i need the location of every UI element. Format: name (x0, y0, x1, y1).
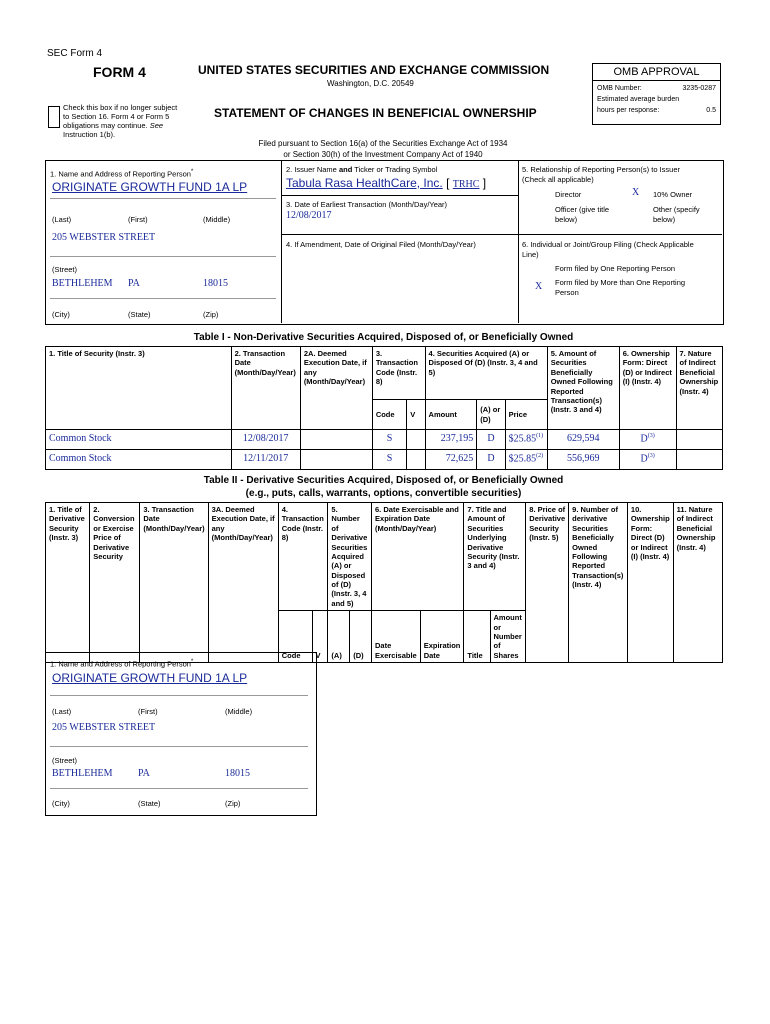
t2-h3a: 3A. Deemed Execution Date, if any (Month/Day/Year) (208, 503, 278, 663)
box3-label: 3. Date of Earliest Transaction (Month/Day/Year) (286, 200, 448, 209)
t2-h4: 4. Transaction Code (Instr. 8) (278, 503, 328, 611)
zip-value: 18015 (203, 278, 228, 289)
t2-h6: 6. Date Exercisable and Expiration Date (Month/Day/Year) (372, 503, 464, 611)
street-value: 205 WEBSTER STREET (52, 232, 156, 243)
bottom-zip-label: (Zip) (225, 799, 241, 808)
omb-number-label: OMB Number: (597, 85, 642, 92)
t2-expiration: Expiration Date (420, 611, 464, 663)
bottom-state-value: PA (138, 768, 150, 779)
checkbox-instructions: Check this box if no longer subject to Section 16. Form 4 or Form 5 obligations may continue. See Instruction 1(b). (63, 103, 178, 139)
table2-title: Table II - Derivative Securities Acquired, Disposed of, or Beneficially Owned (e.g., puts, calls, warrants, options, convertible securities) (203, 475, 564, 499)
state-value: PA (128, 278, 140, 289)
t1-h6: 6. Ownership Form: Direct (D) or Indirect (I) (Instr. 4) (619, 347, 676, 430)
middle-label: (Middle) (203, 215, 231, 224)
t2-v: V (312, 611, 328, 663)
table-row: Common Stock 12/08/2017 S 237,195 D $25.85$^{(1)}$ 629,594 $D^{(3)}$ (46, 430, 723, 450)
box4-label: 4. If Amendment, Date of Original Filed (Month/Day/Year) (286, 240, 476, 249)
box1-label: 1. Name and Address of Reporting Person* (50, 168, 194, 179)
t2-code: Code (278, 611, 312, 663)
t2-exercisable: Date Exercisable (372, 611, 421, 663)
omb-hours-label: hours per response: (597, 107, 660, 114)
bottom-last-label: (Last) (52, 707, 72, 716)
ten-percent-owner-label: 10% Owner (653, 190, 693, 199)
t1-h2: 2. Transaction Date (Month/Day/Year) (231, 347, 300, 430)
first-label: (First) (128, 215, 148, 224)
bottom-state-label: (State) (138, 799, 161, 808)
ten-percent-owner-mark: X (632, 187, 640, 198)
table1 (45, 346, 723, 470)
bottom-reporting-person-link[interactable]: ORIGINATE GROWTH FUND 1A LP (52, 671, 248, 685)
more-than-one-label: Form filed by More than One Reporting Person (555, 278, 686, 297)
issuer-name-link[interactable]: Tabula Rasa HealthCare, Inc. (286, 176, 443, 190)
reporting-person-name-link[interactable]: ORIGINATE GROWTH FUND 1A LP (52, 180, 248, 194)
t2-d: (D) (350, 611, 372, 663)
more-than-one-mark: X (535, 281, 543, 292)
zip-label: (Zip) (203, 310, 219, 319)
one-person-label: Form filed by One Reporting Person (555, 264, 676, 273)
t1-h7: 7. Nature of Indirect Beneficial Ownership (Instr. 4) (676, 347, 723, 430)
omb-approval-box (592, 63, 721, 125)
t1-price: Price (505, 400, 547, 430)
bottom-zip-value: 18015 (225, 768, 250, 779)
bottom-street-value: 205 WEBSTER STREET (52, 722, 156, 733)
filed-pursuant: Filed pursuant to Section 16(a) of the Securities Exchange Act of 1934 or Section 30(h) of the Investment Company Act of 1940 (258, 139, 508, 159)
last-label: (Last) (52, 215, 72, 224)
street-label: (Street) (52, 265, 78, 274)
t2-h9: 9. Number of derivative Securities Beneficially Owned Following Reported Transaction(s) (Instr. 4) (569, 503, 628, 663)
t2-h1: 1. Title of Derivative Security (Instr. 3) (46, 503, 90, 663)
box5-label: 5. Relationship of Reporting Person(s) to Issuer (Check all applicable) (522, 165, 680, 184)
bottom-box-label: 1. Name and Address of Reporting Person* (50, 658, 194, 669)
state-label: (State) (128, 310, 151, 319)
city-label: (City) (52, 310, 70, 319)
t2-h10: 10. Ownership Form: Direct (D) or Indirect (I) (Instr. 4) (627, 503, 673, 663)
officer-label: Officer (give title below) (555, 205, 610, 224)
director-label: Director (555, 190, 582, 199)
t2-amount-shares: Amount or Number of Shares (490, 611, 526, 663)
bottom-middle-label: (Middle) (225, 707, 253, 716)
omb-number: 3235-0287 (682, 85, 716, 92)
t1-v: V (407, 400, 425, 430)
table-row: Common Stock 12/11/2017 S 72,625 D $25.85$^{(2)}$ 556,969 $D^{(3)}$ (46, 450, 723, 470)
t1-h2a: 2A. Deemed Execution Date, if any (Month/Day/Year) (300, 347, 372, 430)
box6-label: 6. Individual or Joint/Group Filing (Check Applicable Line) (522, 240, 694, 259)
t2-h2: 2. Conversion or Exercise Price of Derivative Security (90, 503, 140, 663)
t1-h4: 4. Securities Acquired (A) or Disposed Of (D) (Instr. 3, 4 and 5) (425, 347, 547, 400)
t2-h8: 8. Price of Derivative Security (Instr. 5) (526, 503, 569, 663)
ticker-link[interactable]: TRHC (452, 179, 480, 190)
t1-aord: (A) or (D) (477, 400, 505, 430)
t1-h5: 5. Amount of Securities Beneficially Owned Following Reported Transaction(s) (Instr. 3 and 4) (547, 347, 619, 430)
t1-amount: Amount (425, 400, 477, 430)
omb-title: OMB APPROVAL (593, 64, 720, 81)
t1-h1: 1. Title of Security (Instr. 3) (46, 347, 232, 430)
agency-title: UNITED STATES SECURITIES AND EXCHANGE COMMISSION (198, 63, 550, 77)
t1-code: Code (372, 400, 406, 430)
t2-h11: 11. Nature of Indirect Beneficial Ownership (Instr. 4) (673, 503, 722, 663)
t1-h3: 3. Transaction Code (Instr. 8) (372, 347, 425, 400)
table2 (45, 502, 723, 663)
statement-title: STATEMENT OF CHANGES IN BENEFICIAL OWNERSHIP (214, 106, 537, 120)
form-title: FORM 4 (93, 64, 146, 80)
bottom-first-label: (First) (138, 707, 158, 716)
city-value: BETHLEHEM (52, 278, 113, 289)
bottom-city-value: BETHLEHEM (52, 768, 113, 779)
no-longer-subject-checkbox[interactable] (48, 106, 60, 128)
bottom-street-label: (Street) (52, 756, 78, 765)
t2-h3: 3. Transaction Date (Month/Day/Year) (140, 503, 208, 663)
other-label: Other (specify below) (653, 205, 700, 224)
agency-location: Washington, D.C. 20549 (327, 79, 414, 88)
sec-form-label: SEC Form 4 (47, 48, 103, 59)
t2-a: (A) (328, 611, 350, 663)
issuer-row: Tabula Rasa HealthCare, Inc. [ TRHC ] (286, 176, 487, 190)
omb-burden-label: Estimated average burden (597, 96, 680, 103)
t2-h7: 7. Title and Amount of Securities Underlying Derivative Security (Instr. 3 and 4) (464, 503, 526, 611)
t2-h5: 5. Number of Derivative Securities Acquired (A) or Disposed of (D) (Instr. 3, 4 and 5) (328, 503, 372, 611)
omb-hours: 0.5 (706, 107, 716, 114)
t2-title: Title (464, 611, 490, 663)
box2-label: 2. Issuer Name and Ticker or Trading Symbol (286, 165, 438, 174)
bottom-city-label: (City) (52, 799, 70, 808)
table1-title: Table I - Non-Derivative Securities Acquired, Disposed of, or Beneficially Owned (193, 332, 574, 343)
earliest-transaction-date: 12/08/2017 (286, 210, 332, 221)
